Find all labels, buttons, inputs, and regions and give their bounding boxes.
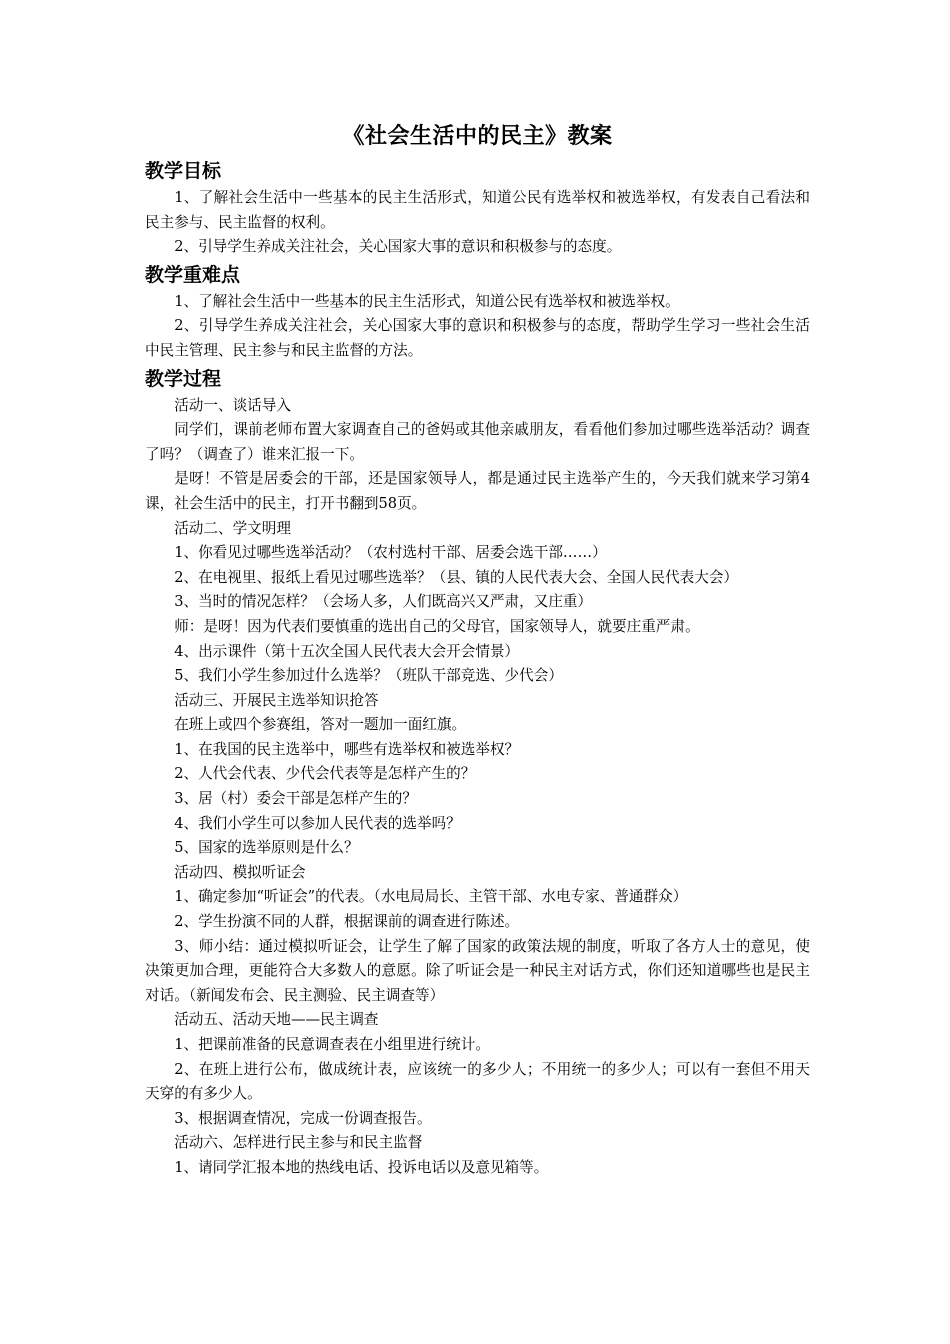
- paragraph: 3、当时的情况怎样？（会场人多，人们既高兴又严肃，又庄重）: [174, 593, 593, 611]
- paragraph: 1、请同学汇报本地的热线电话、投诉电话以及意见箱等。: [174, 1158, 549, 1176]
- activity-heading: 活动一、谈话导入: [174, 396, 291, 414]
- section-process: [145, 364, 810, 1181]
- paragraph: 1、了解社会生活中一些基本的民主生活形式，知道公民有选举权和被选举权，有发表自己看法和民主参与、民主监督的权利。: [145, 189, 810, 231]
- document-title: 《社会生活中的民主》教案: [342, 123, 613, 149]
- paragraph: 同学们，课前老师布置大家调查自己的爸妈或其他亲戚朋友，看看他们参加过哪些选举活动？调查了吗？（调查了）谁来汇报一下。: [145, 421, 810, 463]
- paragraph: 2、人代会代表、少代会代表等是怎样产生的？: [174, 765, 476, 783]
- paragraph: 1、了解社会生活中一些基本的民主生活形式，知道公民有选举权和被选举权。: [174, 292, 680, 310]
- paragraph: 1、在我国的民主选举中，哪些有选举权和被选举权？: [174, 740, 520, 758]
- paragraph: 2、在电视里、报纸上看见过哪些选举？（县、镇的人民代表大会、全国人民代表大会）: [174, 568, 739, 586]
- paragraph: 师：是呀！因为代表们要慎重的选出自己的父母官，国家领导人，就要庄重严肃。: [174, 617, 700, 635]
- section-heading: 教学重难点: [145, 263, 241, 286]
- section-objectives: [145, 156, 810, 260]
- section-heading: 教学目标: [145, 160, 222, 182]
- activity-heading: 活动三、开展民主选举知识抢答: [174, 691, 379, 709]
- paragraph: 4、我们小学生可以参加人民代表的选举吗？: [174, 814, 461, 832]
- paragraph: 1、把课前准备的民意调查表在小组里进行统计。: [174, 1036, 490, 1053]
- paragraph: 2、在班上进行公布，做成统计表，应该统一的多少人；不用统一的多少人；可以有一套但不用天天穿的有多少人。: [145, 1060, 810, 1103]
- activity-heading: 活动六、怎样进行民主参与和民主监督: [174, 1134, 423, 1152]
- paragraph: 3、根据调查情况，完成一份调查报告。: [174, 1109, 432, 1127]
- paragraph: 3、师小结：通过模拟听证会，让学生了解了国家的政策法规的制度，听取了各方人士的意见，使决策更加合理，更能符合大多数人的意愿。除了听证会是一种民主对话方式，你们还知道哪些也是民主对话。（新闻发布会、民主测验、民主调查等）: [145, 937, 810, 1004]
- paragraph: 5、我们小学生参加过什么选举？（班队干部竞选、少代会）: [174, 667, 563, 685]
- paragraph: 4、出示课件（第十五次全国人民代表大会开会情景）: [174, 642, 520, 660]
- paragraph: 2、引导学生养成关注社会，关心国家大事的意识和积极参与的态度，帮助学生学习一些社会生活中民主管理、民主参与和民主监督的方法。: [145, 317, 810, 359]
- activity-heading: 活动二、学文明理: [174, 519, 291, 537]
- paragraph: 1、确定参加“听证会”的代表。（水电局局长、主管干部、水电专家、普通群众）: [174, 888, 688, 906]
- section-heading: 教学过程: [145, 367, 222, 390]
- paragraph: 2、引导学生养成关注社会，关心国家大事的意识和积极参与的态度。: [174, 238, 622, 256]
- paragraph: 是呀！不管是居委会的干部，还是国家领导人，都是通过民主选举产生的，今天我们就来学习第4课，社会生活中的民主，打开书翻到58页。: [145, 470, 810, 512]
- paragraph: 3、居（村）委会干部是怎样产生的？: [174, 790, 417, 808]
- activity-heading: 活动五、活动天地——民主调查: [174, 1011, 379, 1029]
- paragraph: 2、学生扮演不同的人群，根据课前的调查进行陈述。: [174, 913, 520, 931]
- paragraph: 5、国家的选举原则是什么？: [174, 839, 359, 857]
- paragraph: 1、你看见过哪些选举活动？（农村选村干部、居委会选干部……）: [174, 544, 607, 562]
- activity-heading: 活动四、模拟听证会: [174, 863, 306, 881]
- paragraph: 在班上或四个参赛组，答对一题加一面红旗。: [174, 716, 467, 734]
- section-key-difficulties: [145, 260, 810, 364]
